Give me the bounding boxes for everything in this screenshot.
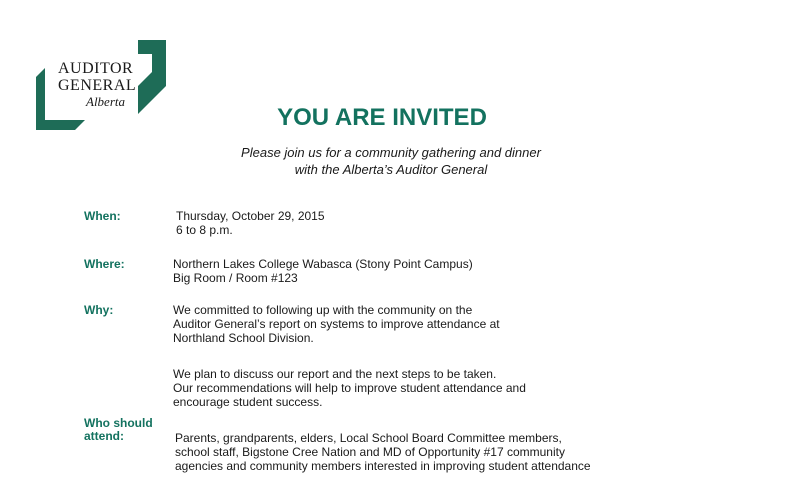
who-line: agencies and community members interested in improving student attendance: [175, 459, 591, 473]
when-value: [176, 209, 325, 237]
why-paragraph-1: [173, 303, 500, 345]
where-label: Where:: [84, 257, 125, 271]
why-line: Our recommendations will help to improve student attendance and: [173, 381, 526, 395]
who-line: Parents, grandparents, elders, Local School Board Committee members,: [175, 431, 562, 445]
who-label-line: Who should: [84, 416, 153, 430]
where-line: Big Room / Room #123: [173, 271, 298, 285]
where-line: Northern Lakes College Wabasca (Stony Point Campus): [173, 257, 473, 271]
who-label-line: attend:: [84, 429, 124, 443]
why-line: We plan to discuss our report and the next steps to be taken.: [173, 367, 497, 381]
who-line: school staff, Bigstone Cree Nation and MD of Opportunity #17 community: [175, 445, 565, 459]
logo-line-2: GENERAL: [58, 77, 137, 94]
subtitle-line: with the Alberta’s Auditor General: [294, 162, 488, 177]
why-paragraph-2: [173, 367, 526, 409]
why-label: Why:: [84, 303, 114, 317]
subtitle-line: Please join us for a community gathering and dinner: [241, 145, 541, 160]
when-label: When:: [84, 209, 121, 223]
logo-line-3: Alberta: [86, 94, 125, 109]
when-line: 6 to 8 p.m.: [176, 223, 233, 237]
invitation-title: YOU ARE INVITED: [277, 104, 487, 131]
who-label: [84, 417, 153, 443]
where-value: [173, 257, 473, 285]
logo-line-1: AUDITOR: [58, 60, 134, 77]
why-line: Northland School Division.: [173, 331, 314, 345]
why-line: Auditor General’s report on systems to improve attendance at: [173, 317, 500, 331]
when-line: Thursday, October 29, 2015: [176, 209, 325, 223]
why-line: encourage student success.: [173, 395, 323, 409]
why-line: We committed to following up with the community on the: [173, 303, 473, 317]
invitation-subtitle: [0, 144, 782, 178]
who-value: [175, 431, 591, 473]
